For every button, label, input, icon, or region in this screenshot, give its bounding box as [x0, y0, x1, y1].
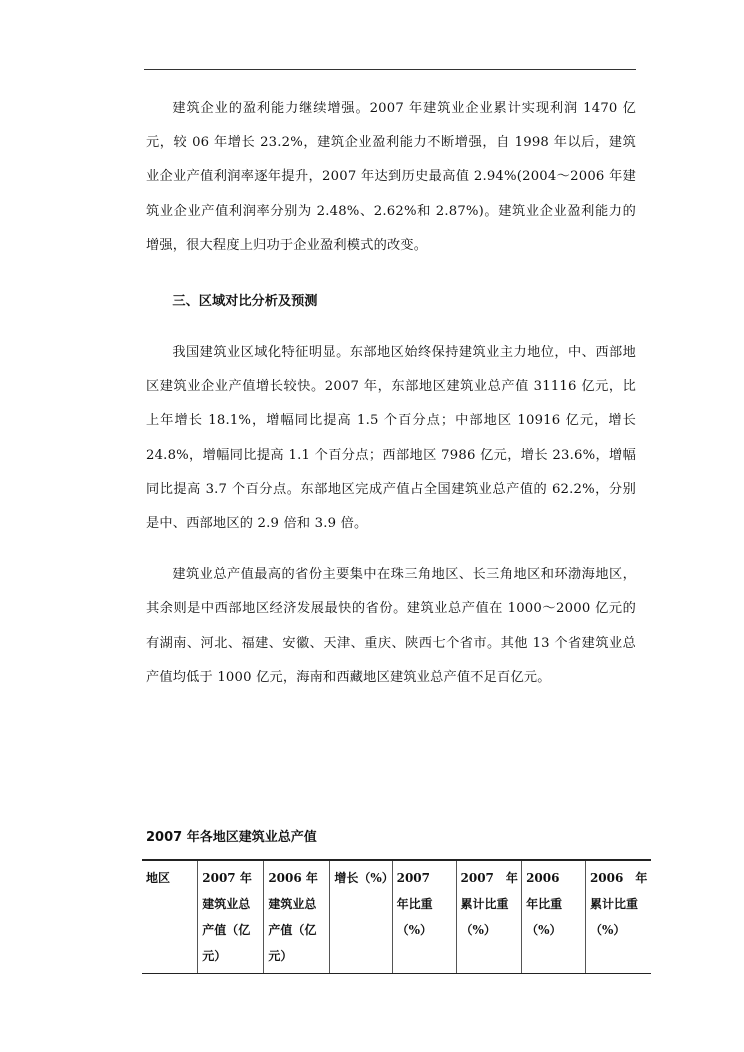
header-2006-cumulative-share: 2006 年累计比重（%） — [585, 860, 651, 974]
header-2006-output: 2006 年建筑业总产值（亿元） — [264, 860, 330, 974]
paragraph-profitability: 建筑企业的盈利能力继续增强。2007 年建筑业企业累计实现利润 1470 亿元，较 06 年增长 23.2%，建筑企业盈利能力不断增强，自 1998 年以后，建筑业企业产值利润率逐年提升，2007 年达到历史最高值 2.94%(2004～2006 年建筑业企业产值利润率分别为 2.48%、2.62%和 2.87%)。建筑业企业盈利能力的增强，很大程度上归功于企业盈利模式的改变。 — [146, 101, 636, 253]
header-2007-cumulative-share: 2007 年累计比重（%） — [456, 860, 522, 974]
section-heading-regional: 三、区域对比分析及预测 — [172, 294, 318, 310]
paragraph-regional-features: 我国建筑业区域化特征明显。东部地区始终保持建筑业主力地位，中、西部地区建筑业企业产值增长较快。2007 年，东部地区建筑业总产值 31116 亿元，比上年增长 18.1%，增幅同比提高 1.5 个百分点；中部地区 10916 亿元，增长 24.8%，增幅同比提高 1.1 个百分点；西部地区 7986 亿元，增长 23.6%，增幅同比提高 3.7 个百分点。东部地区完成产值占全国建筑业总产值的 62.2%，分别是中、西部地区的 2.9 倍和 3.9 倍。 — [146, 345, 636, 532]
header-growth: 增长（%） — [330, 860, 392, 974]
paragraph-provinces: 建筑业总产值最高的省份主要集中在珠三角地区、长三角地区和环渤海地区，其余则是中西部地区经济发展最快的省份。建筑业总产值在 1000～2000 亿元的有湖南、河北、福建、安徽、天津、重庆、陕西七个省市。其他 13 个省建筑业总产值均低于 1000 亿元，海南和西藏地区建筑业总产值不足百亿元。 — [146, 567, 636, 685]
header-2006-share: 2006 年比重（%） — [522, 860, 586, 974]
document-body — [146, 92, 636, 712]
header-rule — [144, 69, 636, 70]
table-header-row — [142, 860, 651, 974]
regional-output-table — [142, 859, 651, 974]
header-2007-output: 2007 年建筑业总产值（亿元） — [198, 860, 264, 974]
header-region: 地区 — [142, 860, 198, 974]
table-title: 2007 年各地区建筑业总产值 — [146, 830, 317, 845]
header-2007-share: 2007 年比重（%） — [392, 860, 456, 974]
